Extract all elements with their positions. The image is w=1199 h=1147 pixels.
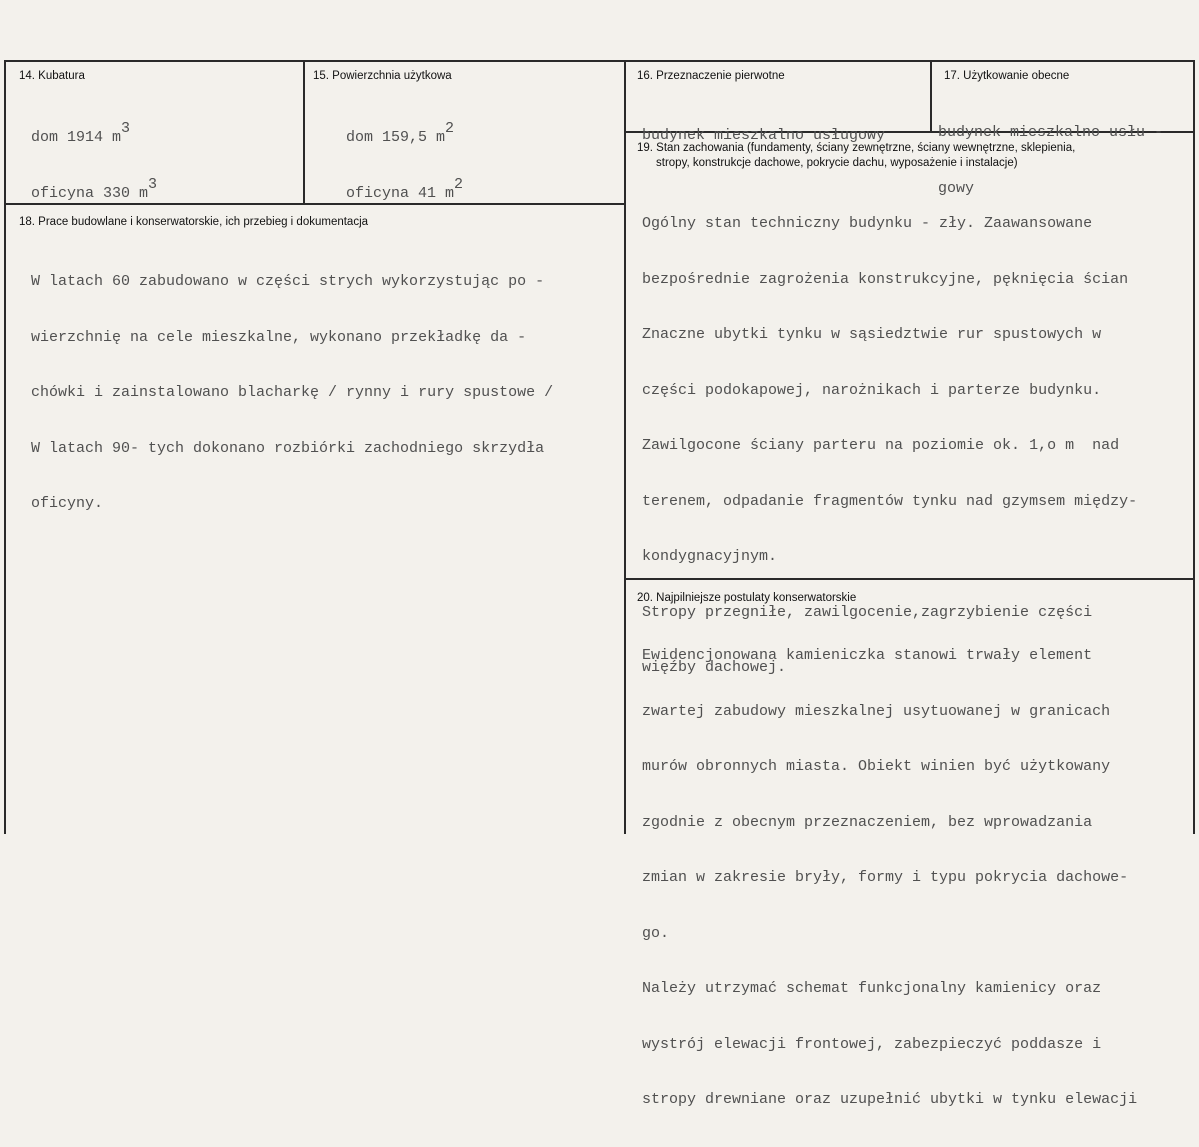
field-20-value: Ewidencjonowana kamieniczka stanowi trwały element zwartej zabudowy mieszkalnej usytuowanej w granicach murów obronnych miasta. Obiekt winien być użytkowany zgodnie z obecnym przeznaczeniem, bez wprowadzania zmian w zakresie bryły, formy i typu pokrycia dachowe- go. Należy utrzymać schemat funkcjonalny kamienicy oraz wystrój elewacji frontowej, zabezpieczyć poddasze i stropy drewniane oraz uzupełnić ubytki w tynku elewacji [642,647,1138,1108]
field-20-label: 20. Najpilniejsze postulaty konserwatorskie [637,592,857,604]
field-18-value: W latach 60 zabudowano w części strych wykorzystując po - wierzchnię na cele mieszkalne, wykonano przekładkę da - chówki i zainstalowano blacharkę / rynny i rury spustowe / W latach 90- tych dokonano rozbiórki zachodniego skrzydła oficyny. [31,273,554,512]
rule-top [4,60,1195,62]
field-18-label: 18. Prace budowlane i konserwatorskie, ich przebieg i dokumentacja [19,216,369,228]
rule-col-16-17 [930,60,932,133]
field-14-label: 14. Kubatura [19,70,85,82]
field-15-line-dom: dom 159,5 m2 [346,120,455,146]
field-17-value: budynek mieszkalno usłu - gowy [938,124,1164,197]
field-15-label: 15. Powierzchnia użytkowa [313,70,452,82]
field-19-value: Ogólny stan techniczny budynku - zły. Zaawansowane bezpośrednie zagrożenia konstrukcyjne, pęknięcia ścian Znaczne ubytki tynku w sąsiedztwie rur spustowych w części podokapowej, narożnikach i parterze budynku. Zawilgocone ściany parteru na poziomie ok. 1,o m nad terenem, odpadanie fragmentów tynku nad gzymsem między- kondygnacyjnym. Stropy przegniłe, zawilgocenie,zagrzybienie części więźby dachowej. [642,215,1138,676]
field-19-label: 19. Stan zachowania (fundamenty, ściany zewnętrzne, ściany wewnętrzne, sklepienia, stropy, konstrukcje dachowe, pokrycie dachu, wyposażenie i instalacje) [637,142,1076,169]
field-15-line-oficyna: oficyna 41 m2 [346,175,464,202]
field-16-value: budynek mieszkalno usługowy [642,127,886,144]
field-14-line-oficyna: oficyna 330 m3 [31,175,158,202]
rule-left [4,60,6,834]
rule-col-main [624,60,626,834]
rule-col-14-15 [303,60,305,205]
field-14-line-dom: dom 1914 m3 [31,120,131,146]
field-16-label: 16. Przeznaczenie pierwotne [637,70,785,82]
field-17-label: 17. Użytkowanie obecne [944,70,1070,82]
